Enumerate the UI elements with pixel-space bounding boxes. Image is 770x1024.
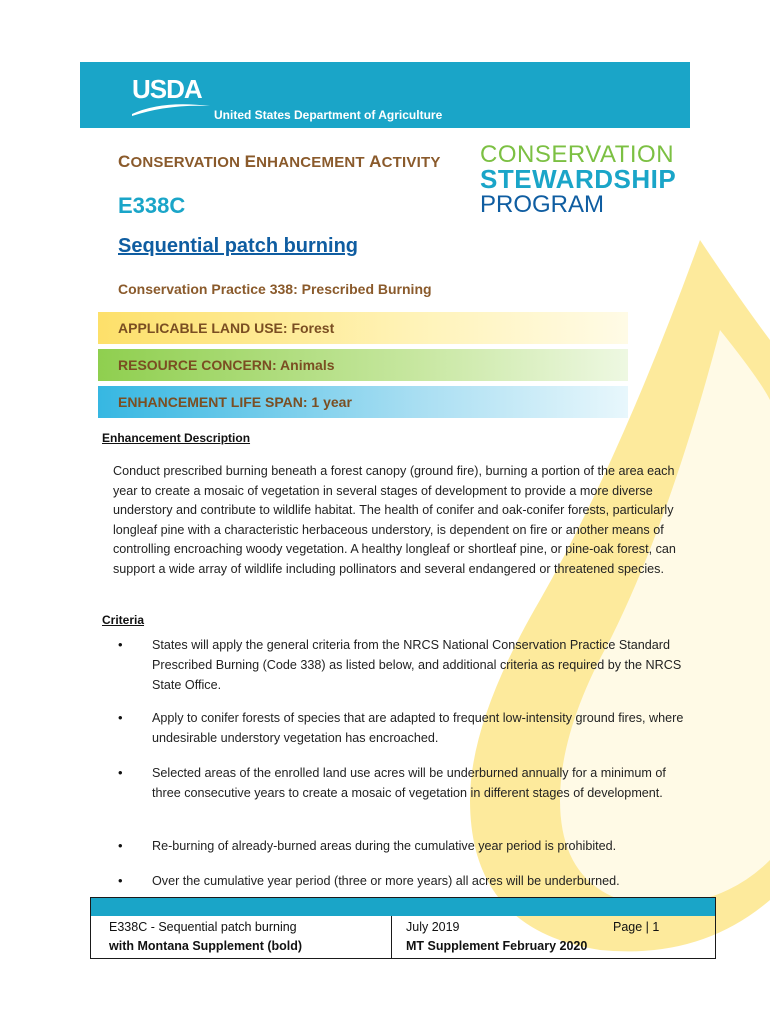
csp-logo <box>480 142 676 217</box>
usda-swoosh-icon <box>132 102 210 116</box>
bullet-icon: • <box>118 637 123 652</box>
footer-bar <box>91 898 715 916</box>
criteria-item-text: Re-burning of already-burned areas during the cumulative year period is prohibited. <box>152 839 617 853</box>
bullet-icon: • <box>118 765 123 780</box>
department-name: United States Department of Agriculture <box>214 108 443 122</box>
criteria-item-text: Selected areas of the enrolled land use acres will be underburned annually for a minimum of three consecutive years to create a mosaic of vegetation in different stages of development. <box>152 766 666 800</box>
life-span-bar: ENHANCEMENT LIFE SPAN: 1 year <box>98 386 628 418</box>
activity-label: CONSERVATION ENHANCEMENT ACTIVITY <box>118 152 441 171</box>
csp-line-3: PROGRAM <box>480 191 605 218</box>
page-title: Sequential patch burning <box>118 235 359 257</box>
description-heading: Enhancement Description <box>102 431 251 445</box>
footer-page-number: Page | 1 <box>613 920 660 934</box>
bullet-icon: • <box>118 710 123 725</box>
page-footer <box>90 897 716 959</box>
criteria-heading: Criteria <box>102 613 145 627</box>
footer-doc-title: E338C - Sequential patch burning <box>109 920 297 934</box>
practice-subtitle: Conservation Practice 338: Prescribed Burning <box>118 281 432 297</box>
usda-logo: USDA <box>132 74 202 104</box>
csp-line-2: STEWARDSHIP <box>480 164 677 194</box>
footer-divider <box>391 916 392 958</box>
bullet-icon: • <box>118 838 123 853</box>
usda-banner <box>80 62 690 128</box>
criteria-item-text: Apply to conifer forests of species that are adapted to frequent low-intensity ground fires, where undesirable understory vegetation has encroached. <box>152 711 684 745</box>
criteria-item-text: States will apply the general criteria from the NRCS National Conservation Practice Standard Prescribed Burning (Code 338) as listed below, and additional criteria as required by the NRCS State Office. <box>152 638 682 692</box>
activity-code: E338C <box>118 193 186 218</box>
footer-supplement-note: with Montana Supplement (bold) <box>109 939 303 953</box>
footer-mt-supplement: MT Supplement February 2020 <box>406 939 588 953</box>
criteria-item-text: Over the cumulative year period (three or more years) all acres will be underburned. <box>152 874 620 888</box>
csp-line-1: CONSERVATION <box>480 141 675 168</box>
land-use-bar: APPLICABLE LAND USE: Forest <box>98 312 628 344</box>
resource-concern-bar: RESOURCE CONCERN: Animals <box>98 349 628 381</box>
footer-date: July 2019 <box>406 920 460 934</box>
bullet-icon: • <box>118 873 123 888</box>
description-text: Conduct prescribed burning beneath a forest canopy (ground fire), burning a portion of the area each year to create a mosaic of vegetation in several stages of development to provide a more diverse understory and contribute to wildlife habitat. The health of conifer and oak-conifer forests, particularly longleaf pine with a characteristic herbaceous understory, is dependent on fire or another means of controlling encroaching woody vegetation. A healthy longleaf or shortleaf pine, or pine-oak forest, can support a wide array of wildlife including pollinators and several endangered or threatened species. <box>113 464 676 576</box>
